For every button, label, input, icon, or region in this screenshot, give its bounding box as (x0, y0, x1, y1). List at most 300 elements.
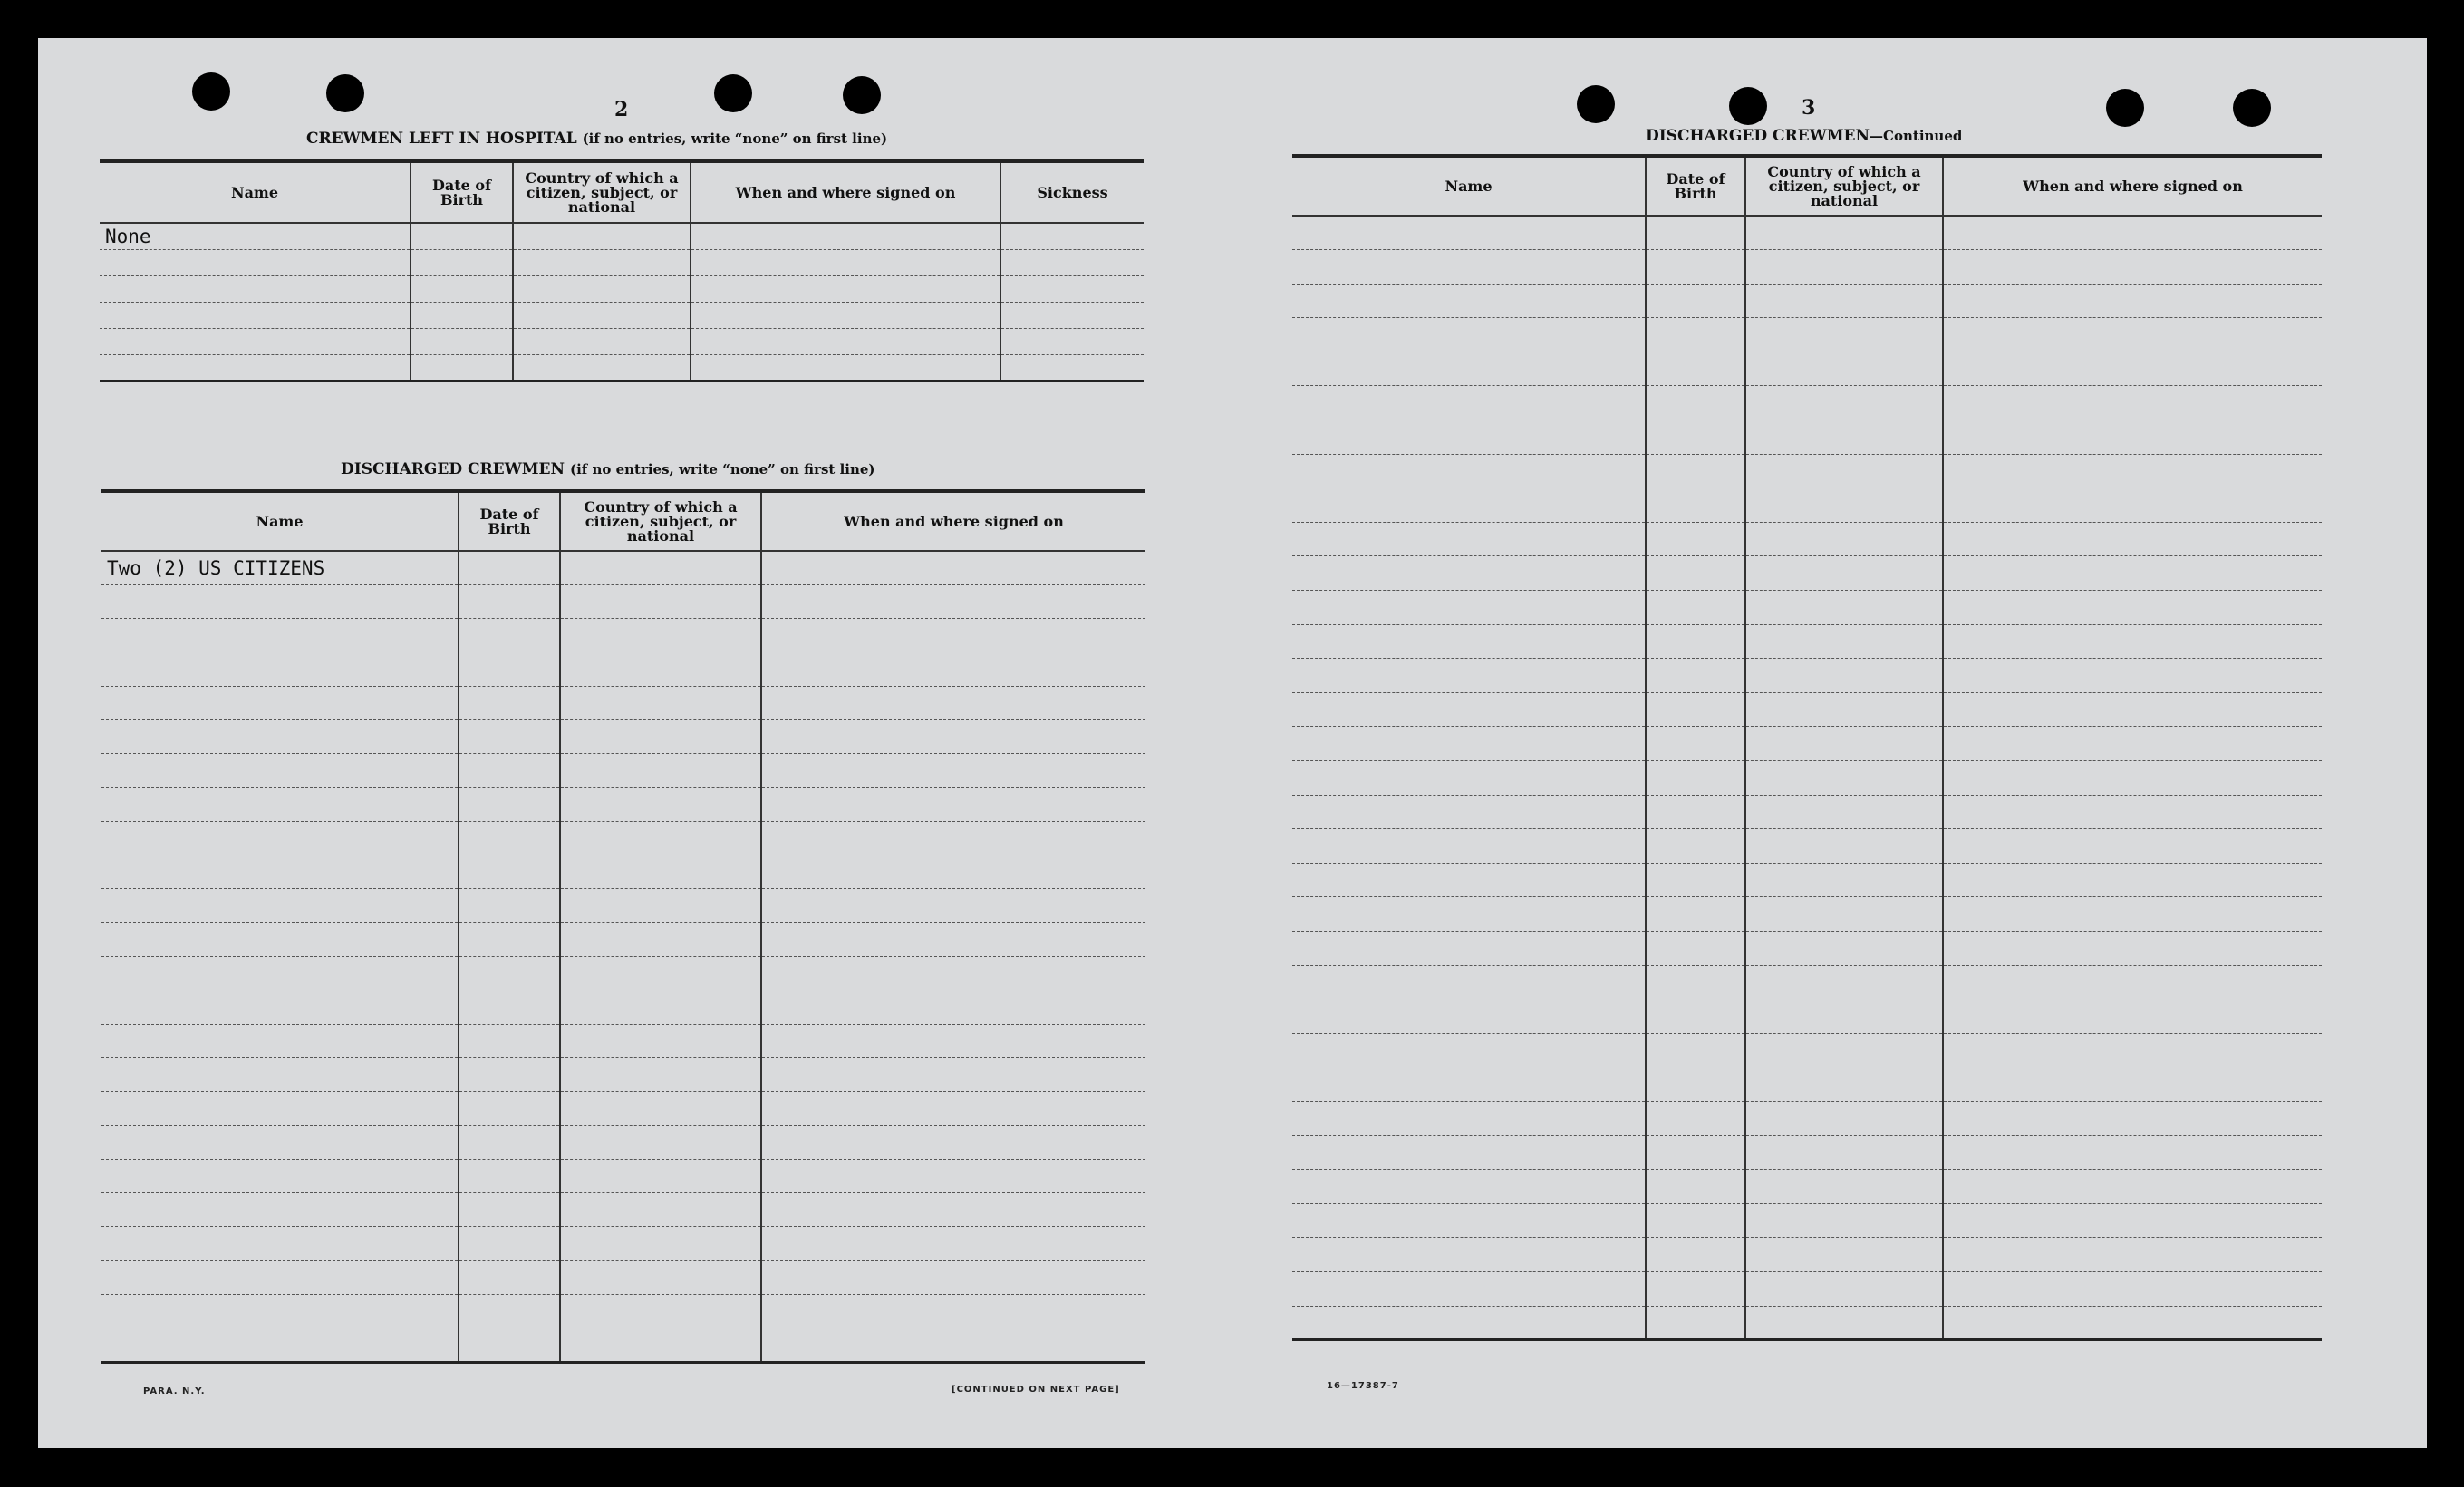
table-cell (1646, 897, 1745, 932)
table-cell (1745, 522, 1943, 556)
table-cell (411, 223, 513, 249)
table-cell (1943, 1033, 2322, 1067)
table-cell (1646, 1203, 1745, 1238)
table-row (1292, 420, 2322, 455)
table-cell (1646, 659, 1745, 693)
table-cell (1745, 488, 1943, 523)
table-cell (1745, 318, 1943, 352)
table-row (1292, 386, 2322, 420)
table-cell (1943, 1238, 2322, 1272)
table-cell (560, 754, 761, 787)
punch-hole (843, 76, 881, 114)
table-cell (459, 1024, 560, 1057)
table-cell (1646, 1238, 1745, 1272)
table-cell (560, 1092, 761, 1125)
col-header-signed-on: When and where signed on (691, 161, 1000, 223)
table-cell (1745, 1101, 1943, 1135)
col-header-name: Name (100, 161, 411, 223)
table-cell (1943, 965, 2322, 999)
table-cell (1943, 454, 2322, 488)
table-cell (1745, 624, 1943, 659)
table-cell (1292, 795, 1646, 829)
table-row (1292, 1135, 2322, 1170)
table-cell (761, 551, 1145, 584)
table-cell (1646, 454, 1745, 488)
table-cell (459, 619, 560, 652)
table-cell (761, 1125, 1145, 1159)
table-cell (1646, 1135, 1745, 1170)
table-cell (1292, 1271, 1646, 1306)
table-cell (1292, 999, 1646, 1034)
table-cell (101, 754, 459, 787)
table-row (101, 1024, 1145, 1057)
table-row (101, 821, 1145, 855)
table-cell (101, 1295, 459, 1328)
table-cell (560, 1227, 761, 1260)
table-cell (1646, 863, 1745, 897)
punch-hole (2106, 89, 2144, 127)
table-cell (1943, 829, 2322, 864)
table-cell (761, 754, 1145, 787)
table-cell (761, 855, 1145, 889)
table-cell (761, 1328, 1145, 1362)
table-cell (513, 302, 691, 328)
discharged-title-text: DISCHARGED CREWMEN (341, 460, 565, 478)
table-cell (1745, 591, 1943, 625)
table-row (1292, 522, 2322, 556)
table-cell (1943, 1067, 2322, 1102)
hospital-title-note: (if no entries, write “none” on first line) (582, 130, 888, 147)
table-row (101, 1227, 1145, 1260)
table-cell (560, 719, 761, 753)
table-cell (1646, 624, 1745, 659)
table-row (101, 787, 1145, 821)
table-row (1292, 795, 2322, 829)
table-cell (1292, 284, 1646, 318)
table-cell (1745, 863, 1943, 897)
table-cell (459, 889, 560, 922)
table-cell (1646, 1067, 1745, 1102)
table-row (100, 275, 1144, 302)
table-cell (1745, 1203, 1943, 1238)
table-row (1292, 1033, 2322, 1067)
table-cell (459, 1193, 560, 1227)
table-row (1292, 454, 2322, 488)
table-cell (1745, 659, 1943, 693)
table-cell (459, 1227, 560, 1260)
table-cell (1292, 1067, 1646, 1102)
table-row (100, 249, 1144, 275)
footer-continued-note: [CONTINUED ON NEXT PAGE] (952, 1385, 1120, 1395)
table-cell (101, 1125, 459, 1159)
table-cell (459, 1057, 560, 1091)
table-cell (1292, 1238, 1646, 1272)
table-cell (1745, 999, 1943, 1034)
table-cell (1292, 386, 1646, 420)
punch-hole (714, 74, 752, 112)
table-cell (1646, 250, 1745, 285)
table-cell (459, 1260, 560, 1294)
table-cell (1745, 931, 1943, 965)
table-cell (1646, 1271, 1745, 1306)
table-cell (1943, 1170, 2322, 1204)
table-row (1292, 692, 2322, 727)
table-cell (1745, 1306, 1943, 1340)
table-cell (1646, 795, 1745, 829)
table-cell (1745, 1170, 1943, 1204)
table-cell (459, 719, 560, 753)
table-cell (1000, 249, 1144, 275)
table-cell (1646, 420, 1745, 455)
table-cell (513, 328, 691, 354)
table-cell (1646, 488, 1745, 523)
table-cell (761, 990, 1145, 1024)
table-cell (459, 957, 560, 990)
table-cell (1646, 761, 1745, 796)
table-cell (560, 855, 761, 889)
table-row (101, 990, 1145, 1024)
table-cell (560, 686, 761, 719)
table-cell (459, 754, 560, 787)
table-cell (1943, 522, 2322, 556)
table-cell (761, 584, 1145, 618)
table-cell (761, 922, 1145, 956)
table-row (101, 584, 1145, 618)
col-header-date-of-birth: Date of Birth (459, 491, 560, 551)
table-cell (1745, 692, 1943, 727)
col-header-country: Country of which a citizen, subject, or national (560, 491, 761, 551)
table-cell (1292, 897, 1646, 932)
table-cell (1943, 659, 2322, 693)
table-cell (1646, 522, 1745, 556)
table-cell (1943, 1203, 2322, 1238)
table-cell (1943, 284, 2322, 318)
table-cell (560, 584, 761, 618)
table-cell (1943, 1271, 2322, 1306)
table-cell (691, 354, 1000, 381)
table-cell (101, 1193, 459, 1227)
table-row (1292, 624, 2322, 659)
table-cell (101, 1328, 459, 1362)
table-cell (459, 990, 560, 1024)
table-cell (1943, 999, 2322, 1034)
table-row (101, 1125, 1145, 1159)
table-cell (560, 551, 761, 584)
table-cell (101, 821, 459, 855)
table-cell (459, 855, 560, 889)
table-cell (459, 1092, 560, 1125)
table-row (1292, 591, 2322, 625)
table-cell (1745, 1067, 1943, 1102)
table-row (1292, 727, 2322, 761)
table-cell (411, 275, 513, 302)
table-row (1292, 216, 2322, 250)
table-cell (1745, 1033, 1943, 1067)
table-cell (1646, 999, 1745, 1034)
table-cell: Two (2) US CITIZENS (101, 551, 459, 584)
discharged-continued-title (1646, 127, 1962, 145)
table-cell (101, 686, 459, 719)
table-cell (101, 787, 459, 821)
table-cell (1646, 931, 1745, 965)
table-cell (1646, 318, 1745, 352)
table-row (1292, 829, 2322, 864)
table-cell (560, 889, 761, 922)
table-cell (1745, 386, 1943, 420)
table-cell (1292, 318, 1646, 352)
table-cell (1000, 223, 1144, 249)
table-row (101, 719, 1145, 753)
table-cell (1646, 352, 1745, 386)
table-row (1292, 897, 2322, 932)
table-cell (1943, 352, 2322, 386)
table-row (1292, 284, 2322, 318)
table-cell (459, 1295, 560, 1328)
table-cell (411, 328, 513, 354)
table-cell (459, 1328, 560, 1362)
table-cell (560, 787, 761, 821)
document-sheet (38, 38, 2427, 1448)
table-cell (1943, 1101, 2322, 1135)
table-cell (560, 1328, 761, 1362)
table-cell (411, 354, 513, 381)
table-cell (1292, 556, 1646, 591)
table-cell (1292, 727, 1646, 761)
table-cell (459, 686, 560, 719)
col-header-date-of-birth: Date of Birth (411, 161, 513, 223)
table-cell (411, 249, 513, 275)
table-cell (100, 328, 411, 354)
table-cell (1745, 965, 1943, 999)
table-row (100, 223, 1144, 249)
table-cell (761, 652, 1145, 686)
table-row (100, 302, 1144, 328)
table-cell (1646, 965, 1745, 999)
table-cell (761, 619, 1145, 652)
table-row (101, 1295, 1145, 1328)
table-cell (1943, 318, 2322, 352)
table-cell (101, 652, 459, 686)
table-cell (101, 990, 459, 1024)
table-cell (1745, 829, 1943, 864)
table-cell (101, 1092, 459, 1125)
table-cell (560, 619, 761, 652)
table-cell (1943, 897, 2322, 932)
table-cell (761, 1159, 1145, 1192)
table-cell (1292, 1203, 1646, 1238)
table-cell (1646, 1170, 1745, 1204)
table-cell (560, 1024, 761, 1057)
hospital-section-title (306, 130, 887, 148)
table-cell (691, 223, 1000, 249)
table-cell (691, 302, 1000, 328)
table-row (1292, 1271, 2322, 1306)
table-cell (761, 719, 1145, 753)
table-cell (513, 223, 691, 249)
table-cell (560, 652, 761, 686)
table-cell (1943, 1306, 2322, 1340)
table-cell (1943, 727, 2322, 761)
discharged-continued-table (1292, 154, 2322, 1341)
table-cell (1292, 761, 1646, 796)
table-row (1292, 1238, 2322, 1272)
table-cell (459, 1125, 560, 1159)
table-cell (513, 249, 691, 275)
table-cell (1745, 897, 1943, 932)
table-cell (1943, 216, 2322, 250)
table-row (101, 957, 1145, 990)
table-row (101, 619, 1145, 652)
table-row (1292, 965, 2322, 999)
table-cell (1745, 727, 1943, 761)
table-cell (1292, 965, 1646, 999)
table-row (101, 1328, 1145, 1362)
table-cell (1292, 624, 1646, 659)
table-cell (560, 1295, 761, 1328)
table-cell (1943, 488, 2322, 523)
table-cell (1292, 863, 1646, 897)
table-cell (1292, 1033, 1646, 1067)
table-row (1292, 318, 2322, 352)
table-cell (100, 354, 411, 381)
table-cell (101, 1159, 459, 1192)
table-cell (1000, 354, 1144, 381)
table-cell (459, 584, 560, 618)
table-cell (1943, 863, 2322, 897)
table-cell (1745, 454, 1943, 488)
table-cell (761, 1193, 1145, 1227)
table-cell (1646, 727, 1745, 761)
table-cell (1646, 829, 1745, 864)
table-cell (560, 1125, 761, 1159)
table-cell (1292, 1101, 1646, 1135)
col-header-signed-on: When and where signed on (1943, 156, 2322, 216)
table-row (1292, 931, 2322, 965)
table-cell (1292, 488, 1646, 523)
table-row (1292, 1170, 2322, 1204)
discharged-continued-title-text: DISCHARGED CREWMEN (1646, 127, 1870, 145)
table-row (1292, 1067, 2322, 1102)
punch-hole (192, 72, 230, 111)
discharged-title-note: (if no entries, write “none” on first line) (569, 461, 875, 478)
table-row (101, 1057, 1145, 1091)
table-cell (1943, 795, 2322, 829)
table-cell (1646, 1033, 1745, 1067)
table-row (1292, 1306, 2322, 1340)
table-row (100, 328, 1144, 354)
col-header-signed-on: When and where signed on (761, 491, 1145, 551)
table-cell (1745, 250, 1943, 285)
table-row (101, 922, 1145, 956)
table-cell (1745, 352, 1943, 386)
table-cell (1943, 931, 2322, 965)
col-header-date-of-birth: Date of Birth (1646, 156, 1745, 216)
discharged-continued-suffix: —Continued (1870, 128, 1963, 144)
col-header-name: Name (101, 491, 459, 551)
table-cell (100, 275, 411, 302)
table-row (101, 686, 1145, 719)
table-cell (1943, 624, 2322, 659)
table-cell (1292, 1306, 1646, 1340)
discharged-section-title (341, 460, 875, 478)
table-cell (1000, 302, 1144, 328)
table-row (101, 652, 1145, 686)
table-row (1292, 999, 2322, 1034)
hospital-title-text: CREWMEN LEFT IN HOSPITAL (306, 130, 577, 148)
table-cell (1292, 352, 1646, 386)
table-cell (459, 922, 560, 956)
table-cell (560, 922, 761, 956)
table-cell (1745, 761, 1943, 796)
table-cell (1745, 1135, 1943, 1170)
table-cell (560, 990, 761, 1024)
table-cell (1646, 1101, 1745, 1135)
table-cell (761, 1057, 1145, 1091)
table-cell (1745, 284, 1943, 318)
footer-printer-mark: PARA. N.Y. (143, 1386, 206, 1396)
table-cell (560, 1159, 761, 1192)
table-cell (411, 302, 513, 328)
table-cell (1646, 692, 1745, 727)
table-cell (1292, 454, 1646, 488)
punch-hole (326, 74, 364, 112)
table-cell (1745, 420, 1943, 455)
table-row (1292, 1203, 2322, 1238)
table-cell (101, 957, 459, 990)
table-row (1292, 250, 2322, 285)
table-cell (101, 619, 459, 652)
table-cell (101, 855, 459, 889)
table-cell (691, 275, 1000, 302)
table-cell (691, 249, 1000, 275)
table-row (1292, 863, 2322, 897)
table-cell (1000, 275, 1144, 302)
table-cell (1943, 1135, 2322, 1170)
punch-hole (2233, 89, 2271, 127)
col-header-country: Country of which a citizen, subject, or national (1745, 156, 1943, 216)
table-cell (761, 1227, 1145, 1260)
table-row (101, 1193, 1145, 1227)
table-cell (1292, 591, 1646, 625)
table-cell (513, 354, 691, 381)
table-cell (761, 1260, 1145, 1294)
table-cell (1292, 692, 1646, 727)
table-cell (1292, 216, 1646, 250)
table-cell (1745, 1271, 1943, 1306)
table-cell (101, 719, 459, 753)
punch-hole (1729, 87, 1767, 125)
table-cell (761, 957, 1145, 990)
table-cell (1745, 1238, 1943, 1272)
table-cell (1292, 659, 1646, 693)
table-row (101, 1092, 1145, 1125)
table-cell (101, 1057, 459, 1091)
col-header-sickness: Sickness (1000, 161, 1144, 223)
table-cell (101, 1024, 459, 1057)
table-row (1292, 352, 2322, 386)
table-cell (513, 275, 691, 302)
hospital-table (100, 159, 1144, 382)
table-cell (1292, 1135, 1646, 1170)
table-cell (1292, 420, 1646, 455)
table-cell (560, 821, 761, 855)
table-row (100, 354, 1144, 381)
table-cell (1646, 386, 1745, 420)
table-cell (1943, 761, 2322, 796)
table-cell (1292, 250, 1646, 285)
table-row (101, 1260, 1145, 1294)
table-row (1292, 1101, 2322, 1135)
